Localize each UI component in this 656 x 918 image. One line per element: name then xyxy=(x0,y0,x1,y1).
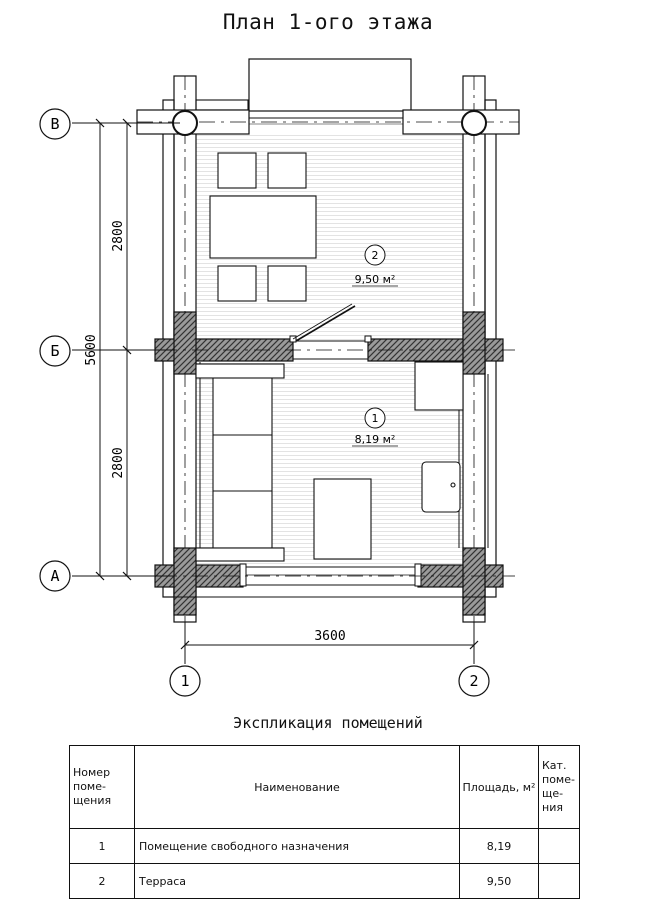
header-area: Площадь, м² xyxy=(460,746,539,829)
dim-lower-span: 2800 xyxy=(111,447,126,479)
header-num: Номер поме-щения xyxy=(70,746,135,829)
row-1-cat xyxy=(539,829,580,864)
roof-overhang xyxy=(249,59,411,111)
table-row xyxy=(70,829,580,864)
room-2-number: 2 xyxy=(371,249,379,262)
plan-title: План 1-ого этажа xyxy=(222,10,434,34)
row-1-area: 8,19 xyxy=(460,829,539,864)
row-1-num: 1 xyxy=(70,829,135,864)
axis-label-b: Б xyxy=(50,342,60,360)
explication-table xyxy=(69,745,580,899)
axis-label-1: 1 xyxy=(180,672,190,690)
top-beam-left xyxy=(196,100,248,110)
dim-upper-span: 2800 xyxy=(111,220,126,252)
row-2-name: Терраса xyxy=(135,864,460,899)
table-header-row xyxy=(70,746,580,829)
room-1-number: 1 xyxy=(371,412,379,425)
header-name: Наименование xyxy=(135,746,460,829)
row-2-num: 2 xyxy=(70,864,135,899)
header-cat: Кат. поме-ще-ния xyxy=(539,746,580,829)
post-top-right xyxy=(462,111,486,135)
dim-width: 3600 xyxy=(314,629,346,644)
dim-total-height: 5600 xyxy=(84,334,99,366)
row-2-cat xyxy=(539,864,580,899)
axis-label-v: В xyxy=(50,115,60,133)
row-1-name: Помещение свободного назначения xyxy=(135,829,460,864)
axis-label-a: А xyxy=(50,567,60,585)
table-row xyxy=(70,864,580,899)
room-2-area: 9,50 м² xyxy=(354,273,396,286)
row-2-area: 9,50 xyxy=(460,864,539,899)
room-1-area: 8,19 м² xyxy=(354,433,396,446)
axis-label-2: 2 xyxy=(469,672,479,690)
explication-title: Экспликация помещений xyxy=(233,714,423,732)
